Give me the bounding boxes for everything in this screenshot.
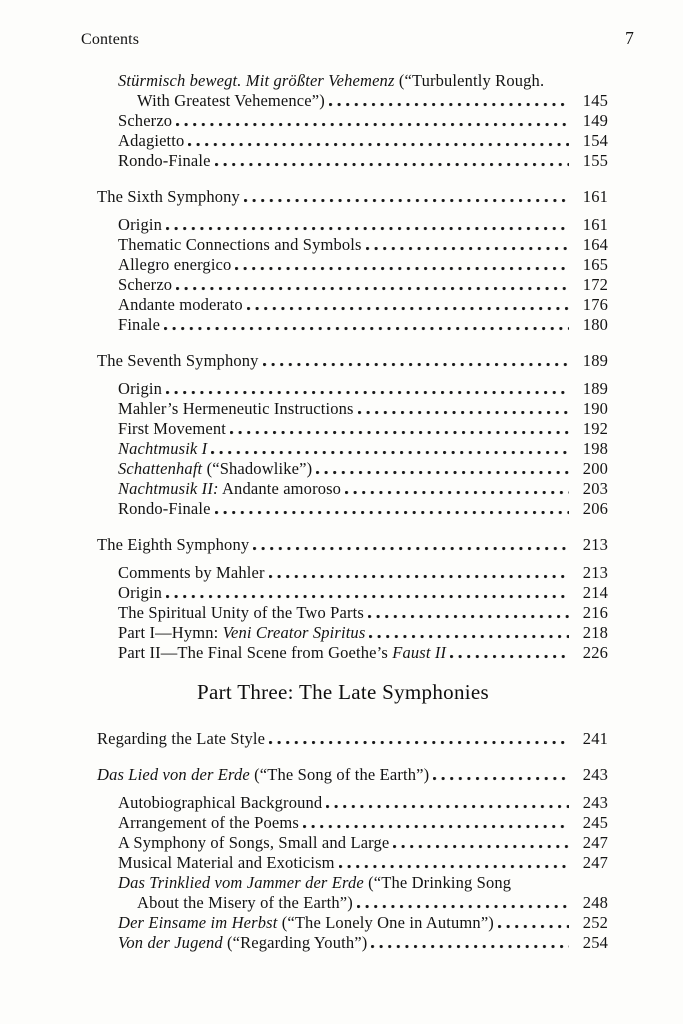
- toc-entry-title: [118, 71, 544, 91]
- page-number: 214: [582, 583, 608, 602]
- page-number: 245: [582, 813, 608, 832]
- page-number: 149: [582, 111, 608, 130]
- dot-leader: [263, 363, 569, 367]
- text-segment: Das Trinklied vom Jammer der Erde: [118, 873, 364, 892]
- text-segment: The Sixth Symphony: [97, 187, 240, 206]
- text-segment: The Seventh Symphony: [97, 351, 259, 370]
- dot-leader: [215, 511, 569, 515]
- toc-entry: [97, 535, 608, 555]
- toc-entry: [118, 275, 608, 295]
- page-number: 180: [582, 315, 608, 334]
- dot-leader: [166, 391, 569, 395]
- dot-leader: [433, 777, 569, 781]
- text-segment: (“Shadowlike”): [202, 459, 313, 478]
- toc-entry: [137, 91, 608, 111]
- dot-leader: [166, 227, 569, 231]
- toc-entry-title: [118, 215, 162, 235]
- toc-group: [84, 351, 608, 519]
- page-number: 145: [582, 91, 608, 110]
- toc-entry-title: [118, 235, 362, 255]
- text-segment: Veni Creator Spiritus: [222, 623, 366, 642]
- dot-leader: [269, 741, 569, 745]
- toc-entry: [118, 71, 608, 91]
- page-number: 216: [582, 603, 608, 622]
- dot-leader: [329, 103, 569, 107]
- toc-entry: [118, 603, 608, 623]
- dot-leader: [357, 905, 569, 909]
- dot-leader: [247, 307, 569, 311]
- page-number: 165: [582, 255, 608, 274]
- toc-entry-title: [118, 275, 172, 295]
- text-segment: Arrangement of the Poems: [118, 813, 299, 832]
- running-head-title: Contents: [81, 31, 140, 48]
- text-segment: Nachtmusik II:: [118, 479, 219, 498]
- toc-group: [84, 71, 608, 171]
- dot-leader: [366, 247, 569, 251]
- text-segment: Von der Jugend: [118, 933, 223, 952]
- dot-leader: [339, 865, 569, 869]
- page-number: 243: [582, 793, 608, 812]
- page-number: 189: [582, 379, 608, 398]
- text-segment: Stürmisch bewegt. Mit größter Vehemenz: [118, 71, 395, 90]
- toc-entry-title: [137, 893, 353, 913]
- toc-entry-title: [97, 765, 429, 785]
- toc-entry: [118, 439, 608, 459]
- text-segment: (“Turbulently Rough.: [394, 71, 545, 90]
- text-segment: Rondo-Finale: [118, 151, 211, 170]
- page-number: 254: [582, 933, 608, 952]
- toc-entry: [97, 729, 608, 749]
- text-segment: Faust II: [392, 643, 447, 662]
- toc-entry: [118, 315, 608, 335]
- toc-entry: [118, 459, 608, 479]
- running-head: [81, 28, 634, 50]
- dot-leader: [235, 267, 569, 271]
- page-number: 189: [582, 351, 608, 370]
- toc-entry-title: [118, 295, 243, 315]
- page-number: 206: [582, 499, 608, 518]
- text-segment: Das Lied von der Erde: [97, 765, 250, 784]
- toc-entry-title: [118, 583, 162, 603]
- toc-entry-title: [118, 151, 211, 171]
- toc-entry: [97, 351, 608, 371]
- dot-leader: [303, 825, 569, 829]
- page-number: 172: [582, 275, 608, 294]
- toc-entry-title: [118, 499, 211, 519]
- text-segment: With Greatest Vehemence”): [137, 91, 325, 110]
- text-segment: (“The Drinking Song: [363, 873, 512, 892]
- page-number: 176: [582, 295, 608, 314]
- text-segment: Andante amoroso: [218, 479, 342, 498]
- toc-group: [84, 187, 608, 335]
- toc-entry: [118, 913, 608, 933]
- dot-leader: [188, 143, 569, 147]
- toc-entry-title: [118, 793, 322, 813]
- text-segment: Origin: [118, 215, 162, 234]
- toc-entry-title: [118, 623, 365, 643]
- dot-leader: [230, 431, 569, 435]
- text-segment: The Eighth Symphony: [97, 535, 250, 554]
- toc-group: [84, 765, 608, 953]
- page-number: 164: [582, 235, 608, 254]
- dot-leader: [326, 805, 569, 809]
- text-segment: Part II—The Final Scene from Goethe’s: [118, 643, 393, 662]
- dot-leader: [450, 655, 569, 659]
- toc-entry: [118, 419, 608, 439]
- page-number: 252: [582, 913, 608, 932]
- toc-entry: [118, 833, 608, 853]
- dot-leader: [371, 945, 569, 949]
- toc-entry: [137, 893, 608, 913]
- text-segment: (“Regarding Youth”): [222, 933, 368, 952]
- text-segment: (“The Lonely One in Autumn”): [277, 913, 494, 932]
- toc-entry-title: [97, 187, 240, 207]
- dot-leader: [369, 635, 569, 639]
- page-number: 198: [582, 439, 608, 458]
- toc-entry-title: [118, 255, 231, 275]
- dot-leader: [345, 491, 569, 495]
- toc-entry: [118, 379, 608, 399]
- dot-leader: [215, 163, 569, 167]
- toc-entry: [118, 255, 608, 275]
- page-number: 213: [582, 535, 608, 554]
- toc-entry-title: [118, 813, 299, 833]
- text-segment: Mahler’s Hermeneutic Instructions: [118, 399, 354, 418]
- toc-entry-title: [118, 111, 172, 131]
- toc-entry-title: [118, 853, 335, 873]
- toc-entry-title: [118, 913, 494, 933]
- toc-entry-title: [118, 379, 162, 399]
- toc-entry-title: [118, 873, 511, 893]
- toc-entry-title: [118, 419, 226, 439]
- dot-leader: [176, 123, 569, 127]
- toc-group: [84, 535, 608, 663]
- dot-leader: [269, 575, 569, 579]
- toc-entry: [118, 235, 608, 255]
- toc-entry: [118, 295, 608, 315]
- toc-entry: [118, 873, 608, 893]
- page-number: 190: [582, 399, 608, 418]
- toc-entry: [118, 933, 608, 953]
- toc-entry: [118, 853, 608, 873]
- page-number: 226: [582, 643, 608, 662]
- page-number: 243: [582, 765, 608, 784]
- dot-leader: [166, 595, 569, 599]
- toc-entry-title: [137, 91, 325, 111]
- page-number: 203: [582, 479, 608, 498]
- toc-entry: [118, 813, 608, 833]
- text-segment: Autobiographical Background: [118, 793, 323, 812]
- dot-leader: [316, 471, 569, 475]
- text-segment: Allegro energico: [118, 255, 232, 274]
- toc-entry: [118, 583, 608, 603]
- toc-entry-title: [118, 315, 160, 335]
- text-segment: Origin: [118, 379, 162, 398]
- text-segment: Part I—Hymn:: [118, 623, 223, 642]
- page-number: 155: [582, 151, 608, 170]
- page-number: 161: [582, 187, 608, 206]
- text-segment: Regarding the Late Style: [97, 729, 266, 748]
- dot-leader: [253, 547, 569, 551]
- text-segment: First Movement: [118, 419, 226, 438]
- dot-leader: [211, 451, 569, 455]
- toc-entry: [118, 399, 608, 419]
- toc-entry: [118, 563, 608, 583]
- text-segment: Schattenhaft: [118, 459, 203, 478]
- toc-list: [84, 71, 608, 953]
- text-segment: Adagietto: [118, 131, 185, 150]
- page-number: 213: [582, 563, 608, 582]
- page-number: 247: [582, 853, 608, 872]
- dot-leader: [498, 925, 569, 929]
- toc-entry-title: [97, 535, 249, 555]
- text-segment: Origin: [118, 583, 162, 602]
- toc-entry-title: [118, 479, 341, 499]
- page-number: 247: [582, 833, 608, 852]
- part-heading: Part Three: The Late Symphonies: [197, 680, 489, 704]
- toc-entry: [118, 623, 608, 643]
- text-segment: Thematic Connections and Symbols: [118, 235, 362, 254]
- text-segment: (“The Song of the Earth”): [249, 765, 430, 784]
- text-segment: Finale: [118, 315, 161, 334]
- toc-entry-title: [118, 459, 312, 479]
- dot-leader: [393, 845, 569, 849]
- page-number: 241: [582, 729, 608, 748]
- dot-leader: [368, 615, 569, 619]
- dot-leader: [176, 287, 569, 291]
- page-number: 161: [582, 215, 608, 234]
- toc-entry: [118, 111, 608, 131]
- toc-entry: [118, 479, 608, 499]
- toc-entry-title: [118, 131, 184, 151]
- text-segment: Comments by Mahler: [118, 563, 265, 582]
- toc-entry: [118, 215, 608, 235]
- dot-leader: [164, 327, 569, 331]
- text-segment: About the Misery of the Earth”): [137, 893, 353, 912]
- dot-leader: [358, 411, 569, 415]
- text-segment: Rondo-Finale: [118, 499, 211, 518]
- text-segment: Scherzo: [118, 111, 173, 130]
- toc-entry: [118, 131, 608, 151]
- toc-group: [84, 729, 608, 749]
- toc-entry-title: [118, 563, 265, 583]
- page-number: 218: [582, 623, 608, 642]
- toc-entry-title: [97, 351, 259, 371]
- page-number: 200: [582, 459, 608, 478]
- toc-entry: [118, 499, 608, 519]
- text-segment: Scherzo: [118, 275, 173, 294]
- page-number: 248: [582, 893, 608, 912]
- page-number: 192: [582, 419, 608, 438]
- text-segment: Andante moderato: [118, 295, 243, 314]
- toc-entry-title: [97, 729, 265, 749]
- folio-page-number: 7: [625, 28, 634, 48]
- page-number: 154: [582, 131, 608, 150]
- toc-entry-title: [118, 933, 367, 953]
- toc-entry-title: [118, 603, 364, 623]
- text-segment: The Spiritual Unity of the Two Parts: [118, 603, 364, 622]
- toc-entry-title: [118, 439, 207, 459]
- text-segment: Nachtmusik I: [118, 439, 208, 458]
- toc-entry: [118, 151, 608, 171]
- toc-entry: [97, 765, 608, 785]
- dot-leader: [244, 199, 569, 203]
- text-segment: A Symphony of Songs, Small and Large: [118, 833, 390, 852]
- toc-entry: [118, 643, 608, 663]
- toc-entry: [97, 187, 608, 207]
- toc-entry: [118, 793, 608, 813]
- text-segment: Musical Material and Exoticism: [118, 853, 335, 872]
- toc-entry-title: [118, 643, 446, 663]
- text-segment: Der Einsame im Herbst: [118, 913, 278, 932]
- toc-entry-title: [118, 399, 354, 419]
- toc-entry-title: [118, 833, 389, 853]
